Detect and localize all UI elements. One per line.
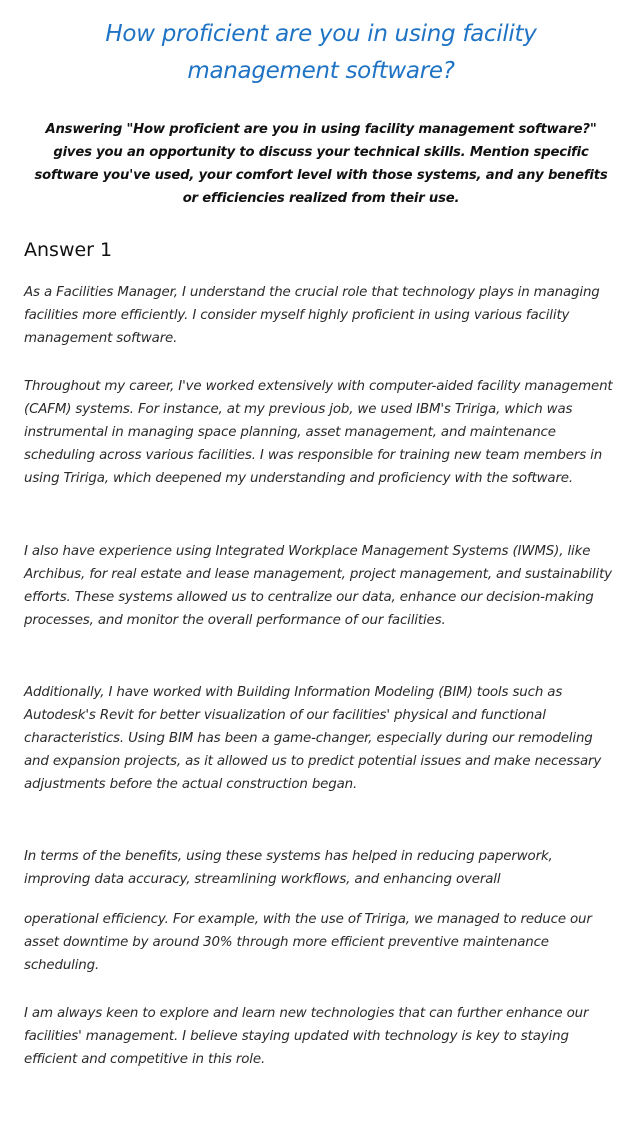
answer-paragraph: Throughout my career, I've worked extensively with computer-aided facility management (CAFM) systems. For instance, at my previous job, we used IBM's Tririga, which was instrumental in managing space planning, asset management, and maintenance scheduling across various facilities. I was responsible for training new team members in using Tririga, which deepened my understanding and proficiency with the software. (24, 379, 613, 486)
answer-paragraph: I also have experience using Integrated Workplace Management Systems (IWMS), like Archibus, for real estate and lease management, project management, and sustainability efforts. These systems allowed us to centralize our data, enhance our decision-making processes, and monitor the overall performance of our facilities. (24, 544, 612, 628)
answer-paragraph: Additionally, I have worked with Building Information Modeling (BIM) tools such as Autodesk's Revit for better visualization of our facilities' physical and functional characteristics. Using BIM has been a game-changer, especially during our remodeling and expansion projects, as it allowed us to predict potential issues and make necessary adjustments before the actual construction began. (24, 685, 602, 792)
answer-paragraph: In terms of the benefits, using these systems has helped in reducing paperwork, improving data accuracy, streamlining workflows, and enhancing overall (24, 849, 553, 887)
page-title: How proficient are you in using facility management software? (105, 21, 537, 84)
answer-paragraph: As a Facilities Manager, I understand the crucial role that technology plays in managing facilities more efficiently. I consider myself highly proficient in using various facility management software. (24, 285, 600, 346)
answer-heading: Answer 1 (24, 239, 113, 261)
intro-text: Answering "How proficient are you in using facility management software?" gives you an opportunity to discuss your technical skills. Mention specific software you've used, your comfort level with those systems, and any benefits or efficiencies realized from their use. (34, 122, 608, 206)
answer-paragraph: I am always keen to explore and learn new technologies that can further enhance our facilities' management. I believe staying updated with technology is key to staying efficient and competitive in this role. (24, 1006, 589, 1067)
answer-paragraph: operational efficiency. For example, with the use of Tririga, we managed to reduce our asset downtime by around 30% through more efficient preventive maintenance scheduling. (24, 912, 592, 973)
